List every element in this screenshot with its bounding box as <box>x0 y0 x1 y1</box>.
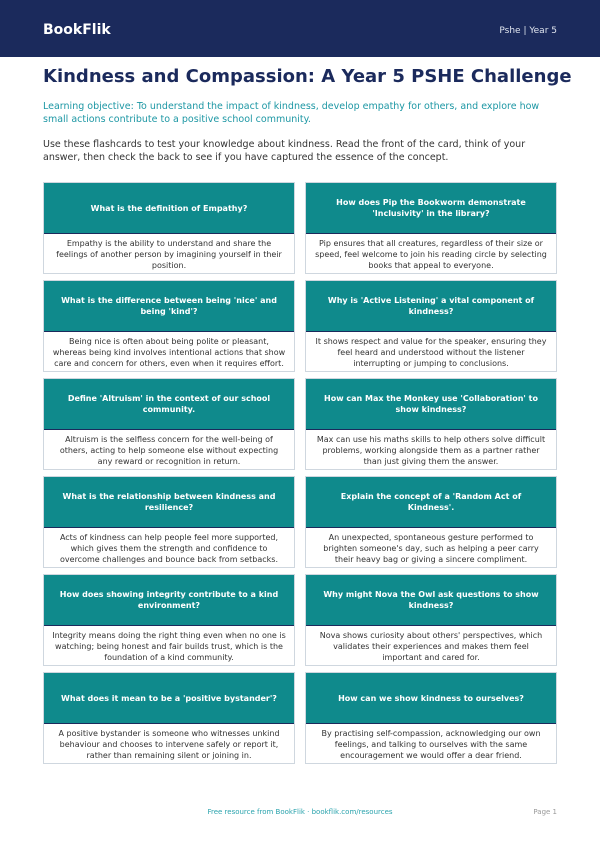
flashcard-answer: By practising self-compassion, acknowledging our own feelings, and talking to ourselves with the same encouragement we would offer a dear friend. <box>321 729 541 760</box>
flashcard[interactable] <box>305 378 557 470</box>
flashcard-back <box>306 625 556 665</box>
flashcard-grid <box>43 182 557 764</box>
page-title: Kindness and Compassion: A Year 5 PSHE Challenge <box>43 66 572 87</box>
flashcard-answer: Altruism is the selfless concern for the well-being of others, acting to help someone else without expecting any reward or recognition in return. <box>59 435 279 466</box>
flashcard[interactable] <box>43 280 295 372</box>
flashcard-back <box>306 331 556 371</box>
flashcard[interactable] <box>305 476 557 568</box>
flashcard-answer: Integrity means doing the right thing even when no one is watching; being honest and fair builds trust, which is the foundation of a kind community. <box>52 631 286 662</box>
flashcard-front <box>306 379 556 429</box>
flashcard-back <box>44 233 294 273</box>
flashcard-back <box>306 723 556 763</box>
flashcard-front <box>44 281 294 331</box>
flashcard-question: How can Max the Monkey use 'Collaboration' to show kindness? <box>324 394 538 414</box>
flashcard-answer: Pip ensures that all creatures, regardless of their size or speed, feel welcome to join his reading circle by selecting books that appeal to everyone. <box>315 239 547 270</box>
flashcard-back <box>306 527 556 567</box>
page-number: Page 1 <box>533 808 557 816</box>
flashcard-back <box>306 233 556 273</box>
flashcard-answer: It shows respect and value for the speaker, ensuring they feel heard and understood without the listener interrupting or jumping to conclusions. <box>315 337 547 368</box>
flashcard-front <box>44 673 294 723</box>
flashcard-question: What does it mean to be a 'positive bystander'? <box>61 693 277 703</box>
flashcard[interactable] <box>305 182 557 274</box>
page-header <box>0 0 600 57</box>
flashcard-front <box>306 183 556 233</box>
flashcard-back <box>44 429 294 469</box>
instructions-text: Use these flashcards to test your knowledge about kindness. Read the front of the card, think of your answer, then check the back to see if you have captured the essence of the concept. <box>43 139 526 163</box>
flashcard-back <box>306 429 556 469</box>
flashcard-front <box>306 673 556 723</box>
flashcard-back <box>44 527 294 567</box>
flashcard-back <box>44 331 294 371</box>
flashcard-question: Why is 'Active Listening' a vital component of kindness? <box>327 296 535 316</box>
flashcard-answer: Nova shows curiosity about others' perspectives, which validates their experiences and makes them feel important and cared for. <box>319 631 543 662</box>
flashcard-answer: Being nice is often about being polite or pleasant, whereas being kind involves intentional actions that show care and concern for others, even when it requires effort. <box>52 337 286 368</box>
flashcard-answer: Acts of kindness can help people feel more supported, which gives them the strength and confidence to overcome challenges and bounce back from setbacks. <box>59 533 279 564</box>
flashcard-front <box>44 477 294 527</box>
flashcard-question: Why might Nova the Owl ask questions to show kindness? <box>323 590 539 610</box>
flashcard-front <box>306 575 556 625</box>
flashcard-front <box>44 183 294 233</box>
flashcard[interactable] <box>305 574 557 666</box>
learning-objective: Learning objective: To understand the impact of kindness, develop empathy for others, and explore how small actions contribute to a positive school community. <box>43 101 540 125</box>
brand-logo[interactable]: BookFlik <box>43 22 111 38</box>
flashcard-front <box>44 575 294 625</box>
flashcard-answer: Empathy is the ability to understand and share the feelings of another person by imagining yourself in their position. <box>56 239 282 270</box>
flashcard-question: What is the relationship between kindness and resilience? <box>62 492 276 512</box>
flashcard-question: How does showing integrity contribute to a kind environment? <box>59 590 279 610</box>
flashcard[interactable] <box>305 672 557 764</box>
footer-credit[interactable]: Free resource from BookFlik · bookflik.com/resources <box>207 808 393 816</box>
flashcard-question: Define 'Altruism' in the context of our school community. <box>67 394 271 414</box>
flashcard-question: What is the definition of Empathy? <box>90 203 248 213</box>
flashcard-back <box>44 625 294 665</box>
flashcard-front <box>306 281 556 331</box>
flashcard-question: How can we show kindness to ourselves? <box>338 693 524 703</box>
flashcard[interactable] <box>43 672 295 764</box>
flashcard[interactable] <box>43 574 295 666</box>
flashcard-answer: A positive bystander is someone who witnesses unkind behaviour and chooses to intervene safely or report it, rather than remaining silent or joining in. <box>58 729 280 760</box>
flashcard[interactable] <box>305 280 557 372</box>
flashcard-answer: Max can use his maths skills to help others solve difficult problems, working alongside them as a partner rather than just giving them the answer. <box>316 435 546 466</box>
flashcard-back <box>44 723 294 763</box>
flashcard[interactable] <box>43 182 295 274</box>
flashcard-question: What is the difference between being 'nice' and being 'kind'? <box>61 296 277 316</box>
flashcard-question: Explain the concept of a 'Random Act of Kindness'. <box>340 492 522 512</box>
flashcard-question: How does Pip the Bookworm demonstrate 'Inclusivity' in the library? <box>336 198 526 218</box>
flashcard-front <box>44 379 294 429</box>
flashcard[interactable] <box>43 378 295 470</box>
flashcard-front <box>306 477 556 527</box>
flashcard[interactable] <box>43 476 295 568</box>
flashcard-answer: An unexpected, spontaneous gesture performed to brighten someone's day, such as helping a peer carry their heavy bag or giving a sincere compliment. <box>323 533 539 564</box>
breadcrumb: Pshe | Year 5 <box>499 26 557 36</box>
